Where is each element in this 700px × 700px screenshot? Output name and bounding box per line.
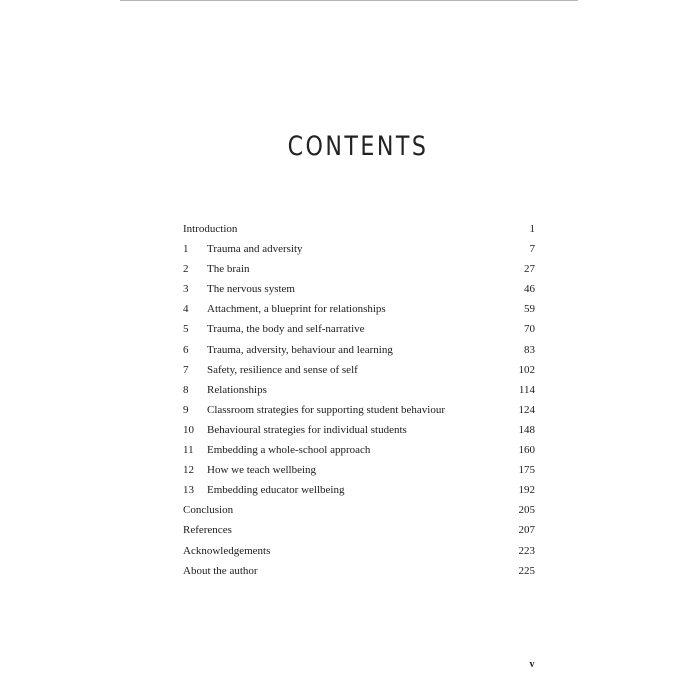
entry-title: Trauma, the body and self-narrative (207, 323, 365, 336)
entry-title: Trauma and adversity (207, 243, 303, 256)
entry-title: The brain (207, 263, 250, 276)
chapter-number: 9 (183, 403, 189, 416)
entry-page-number: 102 (518, 363, 535, 376)
entry-title: Behavioural strategies for individual students (207, 423, 407, 436)
toc-entry (183, 480, 535, 500)
chapter-number: 10 (183, 423, 194, 436)
entry-page-number: 175 (518, 464, 535, 477)
chapter-number: 8 (183, 383, 189, 396)
contents-heading: CONTENTS (287, 131, 429, 162)
entry-title: Relationships (207, 383, 267, 396)
toc-entry (183, 219, 535, 239)
toc-entry (183, 360, 535, 380)
toc-entry (183, 541, 535, 561)
entry-page-number: 27 (524, 263, 535, 276)
toc-entry (183, 420, 535, 440)
top-rule (120, 0, 578, 1)
page-number: v (529, 659, 535, 670)
entry-title: Attachment, a blueprint for relationships (207, 303, 386, 316)
entry-title: Classroom strategies for supporting student behaviour (207, 403, 445, 416)
entry-title: Embedding a whole-school approach (207, 444, 371, 457)
toc-entry (183, 400, 535, 420)
entry-page-number: 207 (518, 524, 535, 537)
toc-entry (183, 340, 535, 360)
entry-page-number: 223 (518, 544, 535, 557)
entry-page-number: 205 (518, 504, 535, 517)
toc-entry (183, 500, 535, 520)
chapter-number: 1 (183, 243, 189, 256)
entry-page-number: 124 (518, 403, 535, 416)
entry-title: References (183, 524, 232, 537)
entry-title: Acknowledgements (183, 544, 271, 557)
chapter-number: 6 (183, 343, 189, 356)
chapter-number: 5 (183, 323, 189, 336)
chapter-number: 7 (183, 363, 189, 376)
entry-page-number: 7 (529, 243, 535, 256)
entry-title: Safety, resilience and sense of self (207, 363, 358, 376)
entry-page-number: 160 (518, 444, 535, 457)
chapter-number: 4 (183, 303, 189, 316)
toc-entry (183, 380, 535, 400)
table-of-contents (183, 219, 535, 581)
chapter-number: 11 (183, 444, 194, 457)
entry-page-number: 46 (524, 283, 535, 296)
toc-entry (183, 460, 535, 480)
toc-entry (183, 259, 535, 279)
entry-title: Trauma, adversity, behaviour and learning (207, 343, 393, 356)
entry-page-number: 114 (518, 383, 535, 396)
entry-title: About the author (183, 564, 258, 577)
chapter-number: 13 (183, 484, 194, 497)
entry-page-number: 1 (529, 223, 535, 235)
toc-entry (183, 520, 535, 540)
chapter-number: 3 (183, 283, 189, 296)
toc-entry (183, 319, 535, 339)
entry-title: Conclusion (183, 504, 234, 517)
entry-title: Embedding educator wellbeing (207, 484, 345, 497)
entry-page-number: 225 (518, 564, 535, 577)
chapter-number: 2 (183, 263, 189, 276)
entry-title: The nervous system (207, 283, 295, 296)
chapter-number: 12 (183, 464, 194, 477)
entry-page-number: 83 (524, 343, 535, 356)
entry-title: Introduction (183, 223, 238, 235)
entry-title: How we teach wellbeing (207, 464, 317, 477)
toc-entry (183, 299, 535, 319)
entry-page-number: 192 (518, 484, 535, 497)
toc-entry (183, 440, 535, 460)
entry-page-number: 59 (524, 303, 535, 316)
toc-entry (183, 561, 535, 581)
entry-page-number: 70 (524, 323, 535, 336)
entry-page-number: 148 (518, 423, 535, 436)
toc-entry (183, 279, 535, 299)
toc-entry (183, 239, 535, 259)
